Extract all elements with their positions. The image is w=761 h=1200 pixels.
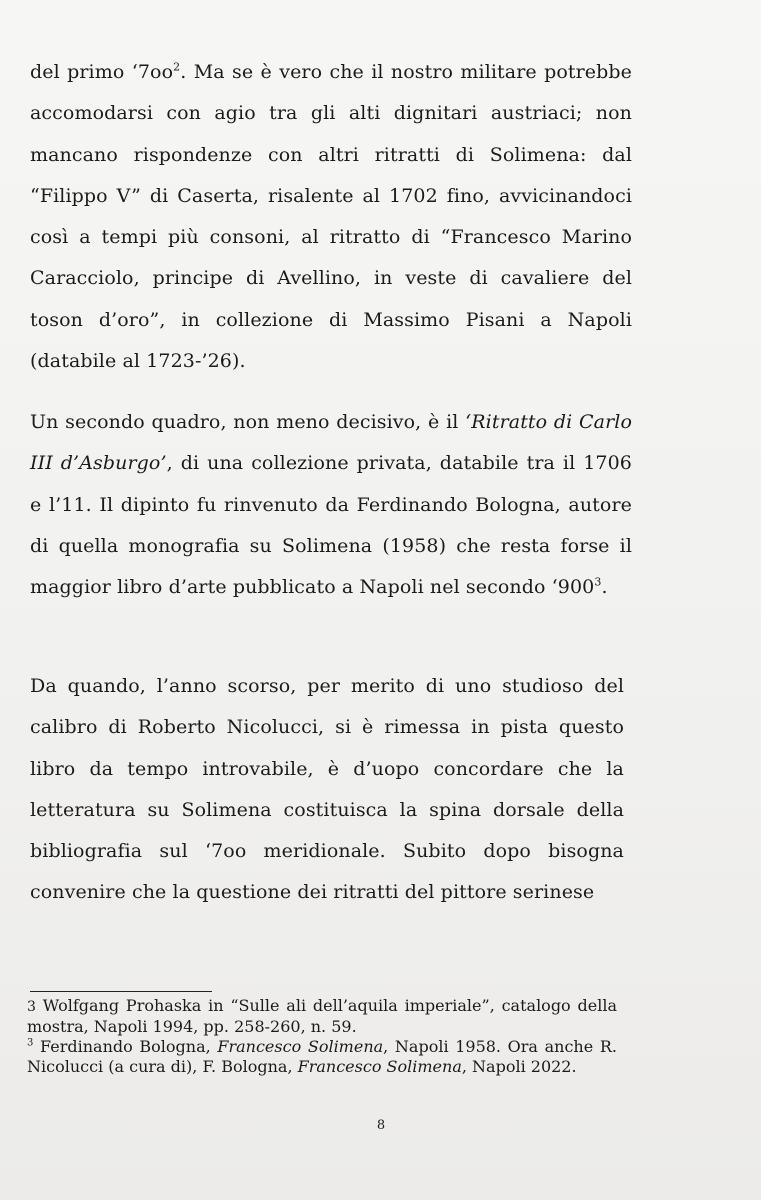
italic-title: ‘Ritratto di Carlo III d’Asburgo’ <box>30 411 633 475</box>
paragraph-3 <box>30 666 624 914</box>
text-run: , Napoli 1958. Ora anche R. Nicolucci (a cura di), F. Bologna, <box>27 1037 617 1076</box>
italic-title: Francesco Solimena <box>217 1037 384 1057</box>
paragraph-1 <box>30 52 632 382</box>
footnote-ref: 3 <box>594 575 602 589</box>
page-number: 8 <box>376 1118 386 1133</box>
italic-title: Francesco Solimena <box>297 1056 462 1076</box>
footnotes <box>27 996 617 1076</box>
footnote-marker: 3 <box>27 1038 34 1050</box>
text-run: del primo ‘7oo <box>30 61 174 83</box>
text-run: Da quando, l’anno scorso, per merito di uno studioso del calibro di Roberto Nicolucci, si è rimessa in pista questo libro da tempo introvabile, è d’uopo concordare che la letteratura su Solimena costituisca la spina dorsale della bibliografia sul ‘7oo meridionale. Subito dopo bisogna convenire che la questione dei ritratti del pittore serinese <box>30 675 624 904</box>
paragraph-2 <box>30 402 632 608</box>
footnote-1 <box>27 996 617 1036</box>
text-run: , Napoli 2022. <box>461 1056 577 1076</box>
footnote-marker: 3 <box>27 999 36 1015</box>
text-run: Wolfgang Prohaska in “Sulle ali dell’aquila imperiale”, catalogo della mostra, Napoli 1994, pp. 258-260, n. 59. <box>27 996 617 1037</box>
text-run: . Ma se è vero che il nostro militare potrebbe accomodarsi con agio tra gli alti dignitari austriaci; non mancano rispondenze con altri ritratti di Solimena: dal “Filippo V” di Caserta, risalente al 1702 fino, avvicinandoci così a tempi più consoni, al ritratto di “Francesco Marino Caracciolo, principe di Avellino, in veste di cavaliere del toson d’oro”, in collezione di Massimo Pisani a Napoli (databile al 1723-’26). <box>30 61 633 373</box>
text-run: Ferdinando Bologna, <box>33 1037 218 1057</box>
footnote-separator <box>30 991 212 992</box>
text-run: , di una collezione privata, databile tra il 1706 e l’11. Il dipinto fu rinvenuto da Ferdinando Bologna, autore di quella monografia su Solimena (1958) che resta forse il maggior libro d’arte pubblicato a Napoli nel secondo ‘900 <box>30 452 632 599</box>
text-run: Un secondo quadro, non meno decisivo, è il <box>30 411 466 433</box>
footnote-ref: 2 <box>173 60 181 74</box>
footnote-2 <box>27 1037 617 1075</box>
text-run: . <box>601 576 608 599</box>
